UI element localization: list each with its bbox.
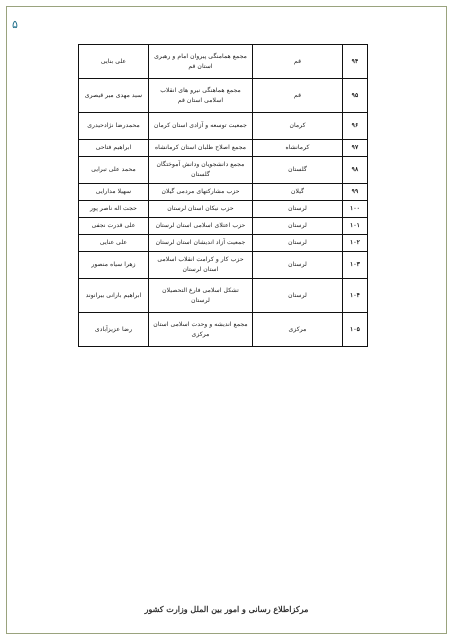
row-number: ۹۵	[343, 79, 368, 113]
person-name-cell: محمد علی تبرایی	[79, 157, 149, 184]
row-number: ۱۰۲	[343, 235, 368, 252]
province-cell: لرستان	[253, 279, 343, 313]
row-number: ۹۶	[343, 113, 368, 140]
table-row	[79, 313, 368, 347]
party-name-cell: جمعیت توسعه و آزادی استان کرمان	[149, 113, 253, 140]
party-table	[78, 44, 368, 347]
party-name-cell: جمعیت آزاد اندیشان استان لرستان	[149, 235, 253, 252]
province-cell: قم	[253, 45, 343, 79]
table-row	[79, 140, 368, 157]
province-cell: گیلان	[253, 184, 343, 201]
table-row	[79, 201, 368, 218]
party-name-cell: مجمع دانشجویان ودانش آموختگان گلستان	[149, 157, 253, 184]
row-number: ۱۰۳	[343, 252, 368, 279]
province-cell: لرستان	[253, 201, 343, 218]
person-name-cell: رضا عزیزآبادی	[79, 313, 149, 347]
footer-text: مرکزاطلاع رسانی و امور بین الملل وزارت کشور	[144, 604, 309, 614]
province-cell: کرمان	[253, 113, 343, 140]
row-number: ۱۰۴	[343, 279, 368, 313]
party-name-cell: مجمع اندیشه و وحدت اسلامی استان مرکزی	[149, 313, 253, 347]
table-row	[79, 279, 368, 313]
province-cell: لرستان	[253, 252, 343, 279]
person-name-cell: زهرا سیاه منصور	[79, 252, 149, 279]
province-cell: قم	[253, 79, 343, 113]
row-number: ۹۹	[343, 184, 368, 201]
party-name-cell: مجمع هماهنگی نیرو های انقلاب اسلامی استان قم	[149, 79, 253, 113]
province-cell: گلستان	[253, 157, 343, 184]
table-row	[79, 157, 368, 184]
table-row	[79, 79, 368, 113]
person-name-cell: علی عنایی	[79, 235, 149, 252]
party-name-cell: تشکل اسلامی فارغ التحصیلان لرستان	[149, 279, 253, 313]
party-name-cell: حزب مشارکتهای مردمی گیلان	[149, 184, 253, 201]
row-number: ۹۷	[343, 140, 368, 157]
row-number: ۱۰۱	[343, 218, 368, 235]
table-row	[79, 252, 368, 279]
person-name-cell: ابراهیم بارانی بیرانوند	[79, 279, 149, 313]
table-row	[79, 184, 368, 201]
table-row	[79, 113, 368, 140]
page-number: ۵	[12, 18, 18, 31]
person-name-cell: ابراهیم فتاحی	[79, 140, 149, 157]
person-name-cell: علی قدرت نجفی	[79, 218, 149, 235]
party-name-cell: مجمع همامنگی پیروان امام و رهبری استان قم	[149, 45, 253, 79]
province-cell: کرمانشاه	[253, 140, 343, 157]
person-name-cell: محمدرضا نژادحیدری	[79, 113, 149, 140]
province-cell: مرکزی	[253, 313, 343, 347]
table-row	[79, 45, 368, 79]
party-name-cell: حزب نیکان استان لرستان	[149, 201, 253, 218]
table-row	[79, 235, 368, 252]
row-number: ۹۸	[343, 157, 368, 184]
person-name-cell: حجت اله ناصر پور	[79, 201, 149, 218]
person-name-cell: سید مهدی میر قیصری	[79, 79, 149, 113]
person-name-cell: علی بنایی	[79, 45, 149, 79]
row-number: ۹۴	[343, 45, 368, 79]
person-name-cell: سهیلا مدارایی	[79, 184, 149, 201]
row-number: ۱۰۰	[343, 201, 368, 218]
table-row	[79, 218, 368, 235]
province-cell: لرستان	[253, 218, 343, 235]
party-name-cell: مجمع اصلاح طلبان استان کرمانشاه	[149, 140, 253, 157]
party-name-cell: حزب کار و کرامت انقلاب اسلامی استان لرستان	[149, 252, 253, 279]
row-number: ۱۰۵	[343, 313, 368, 347]
province-cell: لرستان	[253, 235, 343, 252]
party-name-cell: حزب اعتلای اسلامی استان لرستان	[149, 218, 253, 235]
